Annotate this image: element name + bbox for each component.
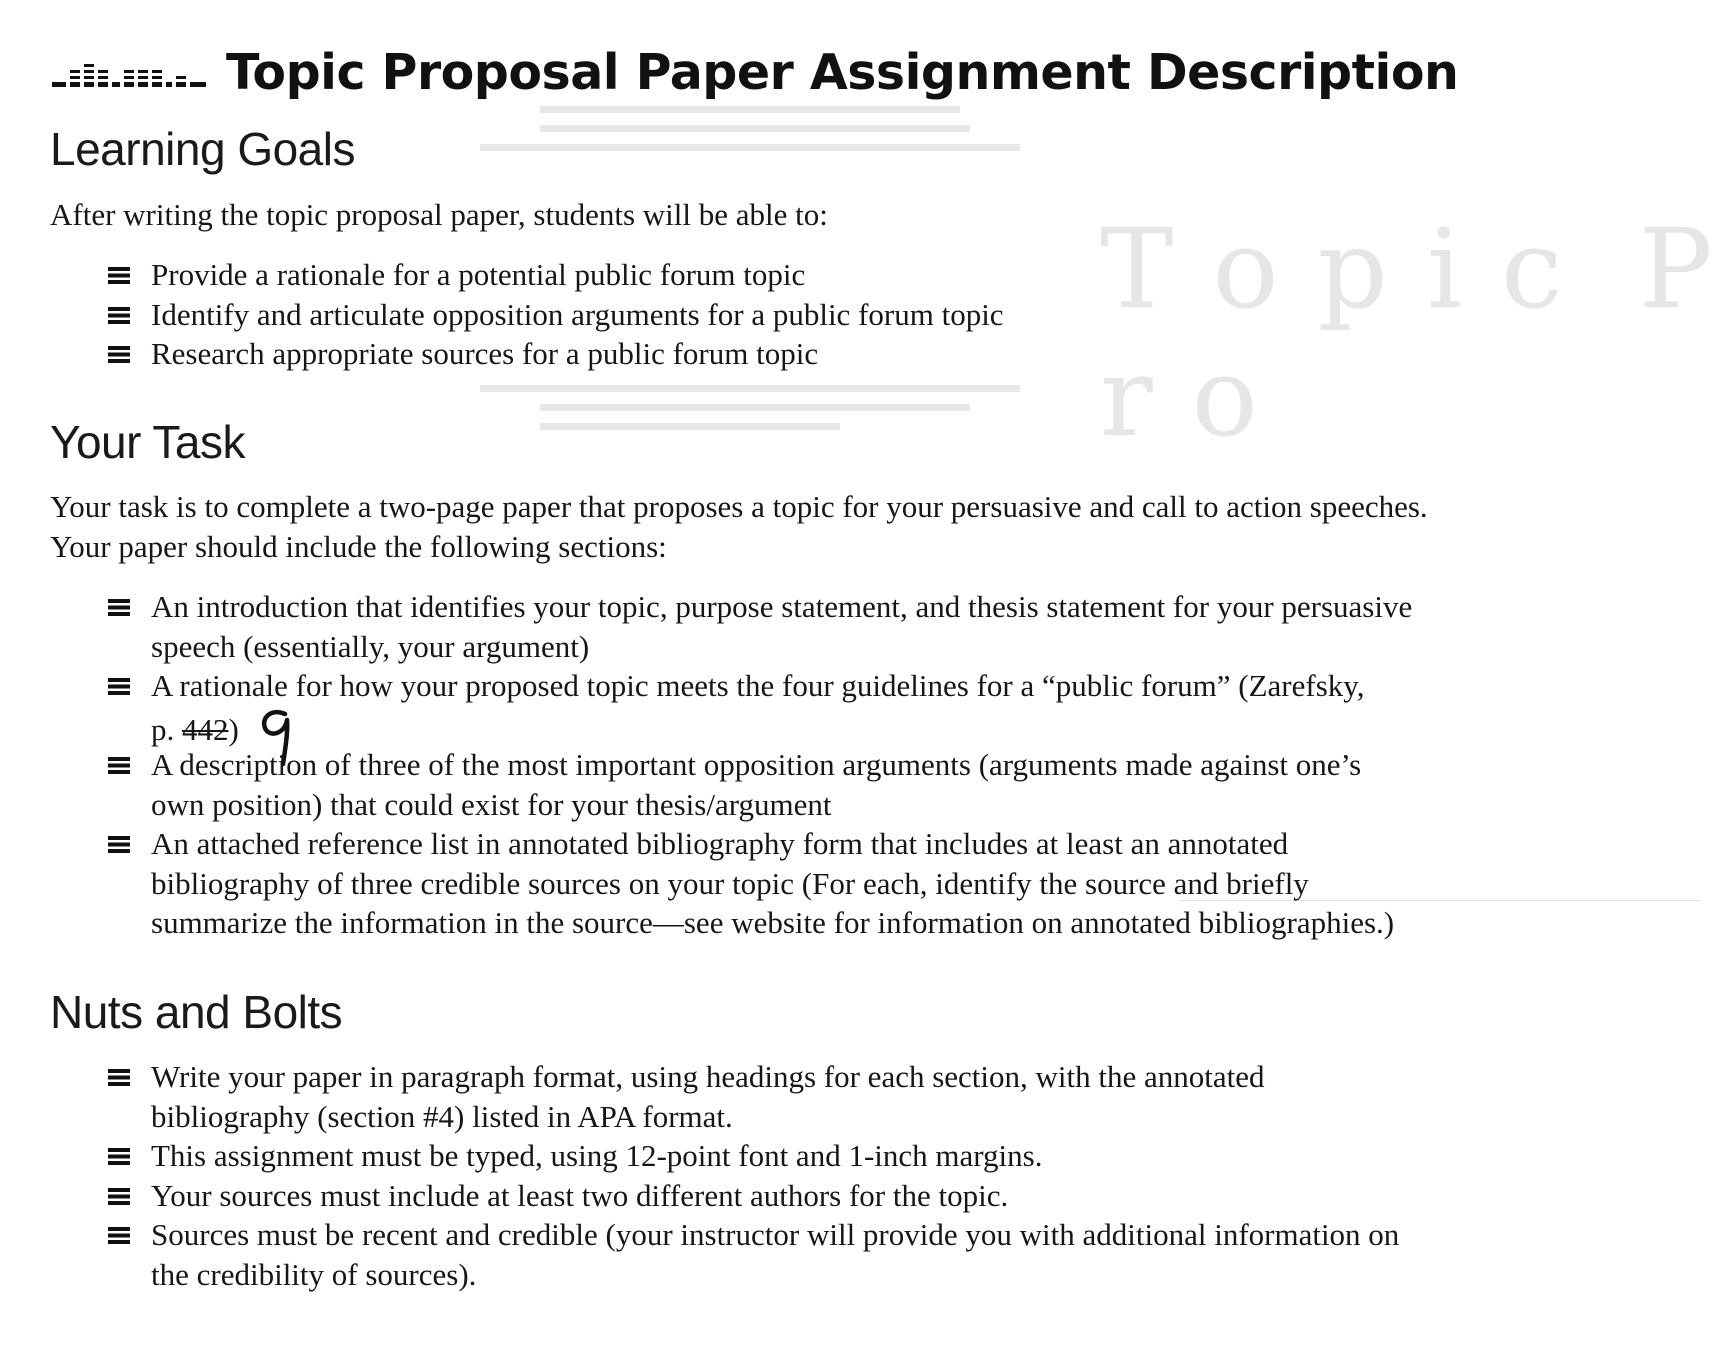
- task-section-line: A rationale for how your proposed topic meets the four guidelines for a “public forum” (Zarefsky,: [151, 668, 1365, 703]
- requirement-line: bibliography (section #4) listed in APA format.: [151, 1098, 733, 1134]
- learning-goal-item: [108, 255, 1004, 295]
- task-section-item: [108, 666, 1412, 745]
- learning-goal-text: Research appropriate sources for a public forum topic: [151, 336, 819, 371]
- struck-page-number: 442: [182, 711, 229, 747]
- requirement-item: [108, 1136, 1399, 1176]
- task-section-item: [108, 587, 1412, 666]
- square-bullet-icon: [108, 1069, 130, 1086]
- your-task-intro-line: Your paper should include the following sections:: [50, 528, 667, 564]
- square-bullet-icon: [108, 1148, 130, 1165]
- your-task-intro-line: Your task is to complete a two-page paper that proposes a topic for your persuasive and call to action speeches.: [50, 489, 1428, 524]
- task-section-line: speech (essentially, your argument): [151, 628, 590, 664]
- square-bullet-icon: [108, 346, 130, 363]
- task-section-line: A description of three of the most important opposition arguments (arguments made against one’s: [151, 747, 1362, 782]
- task-section-line: summarize the information in the source—see website for information on annotated bibliographies.): [151, 905, 1395, 940]
- requirement-line: the credibility of sources).: [151, 1256, 477, 1292]
- page-prefix: p.: [151, 711, 182, 747]
- nuts-and-bolts-heading: Nuts and Bolts: [50, 986, 343, 1038]
- learning-goals-list: [108, 255, 1004, 374]
- task-section-line: An introduction that identifies your topic, purpose statement, and thesis statement for your persuasive: [151, 589, 1413, 624]
- square-bullet-icon: [108, 1188, 130, 1205]
- square-bullet-icon: [108, 307, 130, 324]
- task-section-line: An attached reference list in annotated bibliography form that includes at least an annotated: [151, 826, 1289, 861]
- task-section-item: [108, 824, 1412, 943]
- your-task-heading: Your Task: [50, 416, 245, 468]
- requirement-line: Write your paper in paragraph format, using headings for each section, with the annotated: [151, 1059, 1265, 1094]
- square-bullet-icon: [108, 1227, 130, 1244]
- task-section-line: bibliography of three credible sources on your topic (For each, identify the source and briefly: [151, 865, 1309, 901]
- task-section-item: [108, 745, 1412, 824]
- page-title: Topic Proposal Paper Assignment Description: [226, 44, 1459, 101]
- requirement-item: [108, 1176, 1399, 1216]
- square-bullet-icon: [108, 836, 130, 853]
- task-section-line: own position) that could exist for your thesis/argument: [151, 786, 832, 822]
- bleed-through-lines-top: [520, 106, 1120, 163]
- requirement-line: This assignment must be typed, using 12-point font and 1-inch margins.: [151, 1138, 1043, 1173]
- equalizer-bars-logo-icon: [52, 55, 212, 91]
- your-task-intro: [50, 487, 1428, 566]
- square-bullet-icon: [108, 757, 130, 774]
- requirement-line: Your sources must include at least two different authors for the topic.: [151, 1177, 1009, 1213]
- learning-goal-item: [108, 295, 1004, 335]
- title-row: [52, 44, 1458, 101]
- bleed-through-title: T o p i c P r o: [1100, 205, 1715, 461]
- learning-goals-intro: After writing the topic proposal paper, students will be able to:: [50, 197, 828, 232]
- your-task-list: [108, 587, 1412, 943]
- requirement-item: [108, 1215, 1399, 1294]
- square-bullet-icon: [108, 599, 130, 616]
- square-bullet-icon: [108, 678, 130, 695]
- learning-goal-text: Identify and articulate opposition arguments for a public forum topic: [151, 296, 1004, 332]
- requirement-line: Sources must be recent and credible (your instructor will provide you with additional information on: [151, 1217, 1400, 1252]
- page-reference-line: [151, 706, 1412, 746]
- learning-goals-heading: Learning Goals: [50, 123, 355, 175]
- nuts-and-bolts-list: [108, 1057, 1399, 1294]
- requirement-item: [108, 1057, 1399, 1136]
- bleed-through-lines-mid: [520, 385, 1120, 442]
- page-suffix: ): [228, 711, 239, 747]
- learning-goal-text: Provide a rationale for a potential public forum topic: [151, 257, 806, 292]
- square-bullet-icon: [108, 267, 130, 284]
- learning-goal-item: [108, 334, 1004, 374]
